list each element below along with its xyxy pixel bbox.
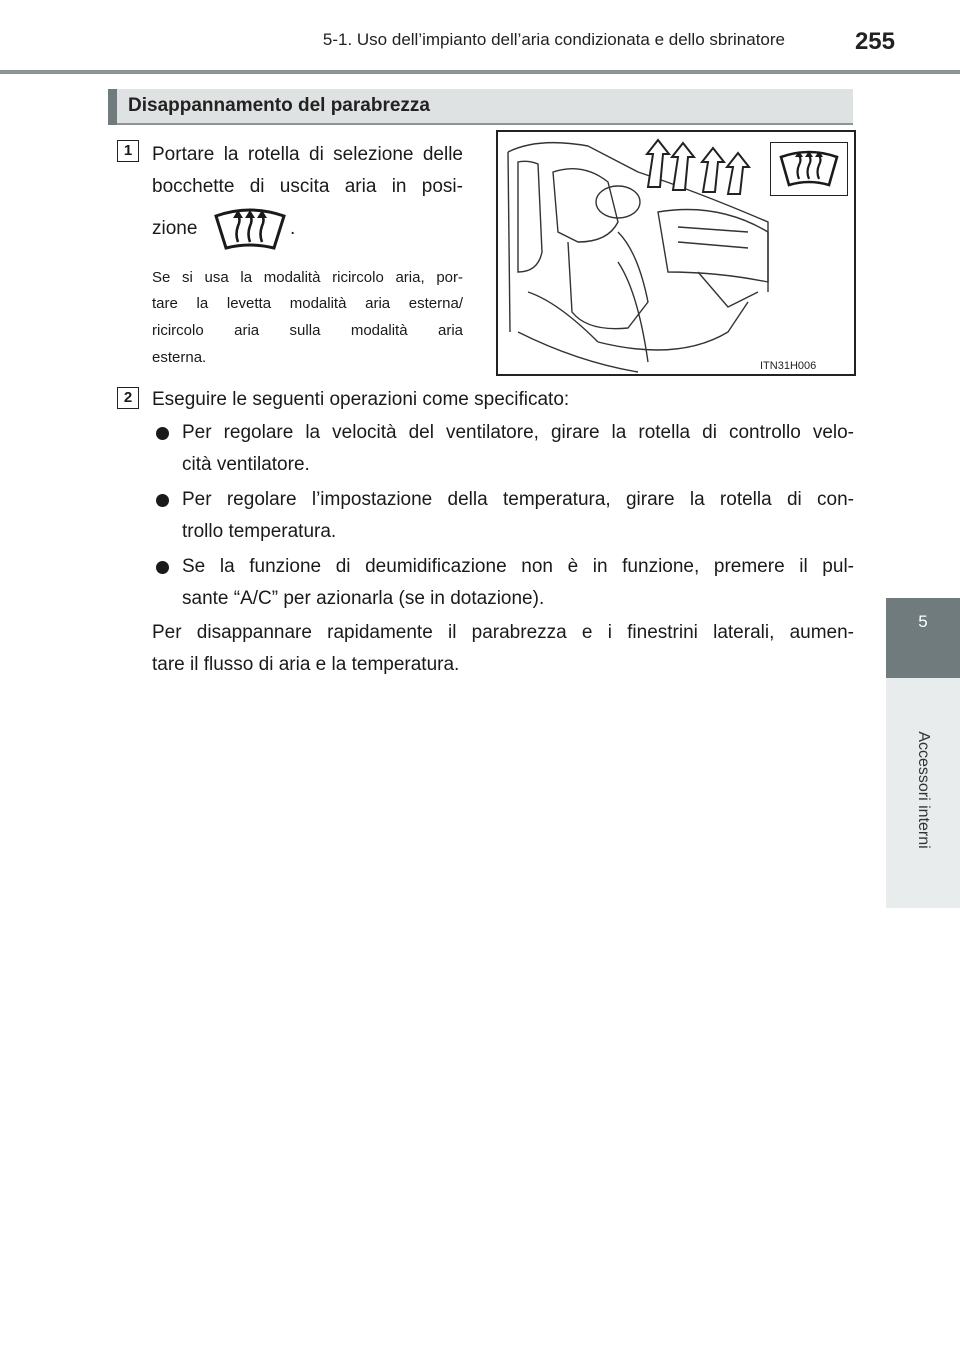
chapter-tab-number: 5 xyxy=(918,612,928,631)
bullet2-line2: trollo temperatura. xyxy=(182,521,337,542)
figure-code: ITN31H006 xyxy=(760,360,817,372)
step1-line2: bocchette di uscita aria in posi- xyxy=(152,176,463,197)
bullet1-line1: Per regolare la velocità del ventilatore, girare la rotella di controllo velo- xyxy=(182,422,854,443)
bullet-2 xyxy=(156,494,169,507)
step1-line3-period: . xyxy=(290,218,296,239)
windshield-defrost-icon xyxy=(212,204,288,256)
closing-line1: Per disappannare rapidamente il parabrezza e i finestrini laterali, aumen- xyxy=(152,622,854,643)
section-heading-accent xyxy=(108,89,117,125)
step-number-1: 1 xyxy=(117,140,139,162)
step1-line3-text: zione xyxy=(152,218,198,239)
step1-note-line1: Se si usa la modalità ricircolo aria, por- xyxy=(152,269,463,286)
bullet3-line1: Se la funzione di deumidificazione non è in funzione, premere il pul- xyxy=(182,556,854,577)
bullet2-line1: Per regolare l’impostazione della temperatura, girare la rotella di con- xyxy=(182,489,854,510)
closing-line2: tare il flusso di aria e la temperatura. xyxy=(152,654,460,675)
bullet-1 xyxy=(156,427,169,440)
figure-defrost-icon-box xyxy=(770,142,848,196)
chapter-tab-label: Accessori interni xyxy=(915,731,932,849)
step2-intro: Eseguire le seguenti operazioni come specificato: xyxy=(152,389,570,410)
section-title: Disappannamento del parabrezza xyxy=(128,95,430,116)
step1-note-line4: esterna. xyxy=(152,349,207,366)
step1-note-line2: tare la levetta modalità aria esterna/ xyxy=(152,295,463,312)
step1-note-line3: ricircolo aria sulla modalità aria xyxy=(152,322,463,339)
step-number-2: 2 xyxy=(117,387,139,409)
figure-defrost-icon xyxy=(771,143,847,195)
bullet-3 xyxy=(156,561,169,574)
step1-line1: Portare la rotella di selezione delle xyxy=(152,144,463,165)
bullet3-line2: sante “A/C” per azionarla (se in dotazione). xyxy=(182,588,545,609)
page-number: 255 xyxy=(854,28,895,55)
bullet1-line2: cità ventilatore. xyxy=(182,454,310,475)
chapter-title: 5-1. Uso dell’impianto dell’aria condizionata e dello sbrinatore xyxy=(322,30,785,49)
chapter-tab xyxy=(886,598,960,678)
header-rule xyxy=(0,70,960,74)
